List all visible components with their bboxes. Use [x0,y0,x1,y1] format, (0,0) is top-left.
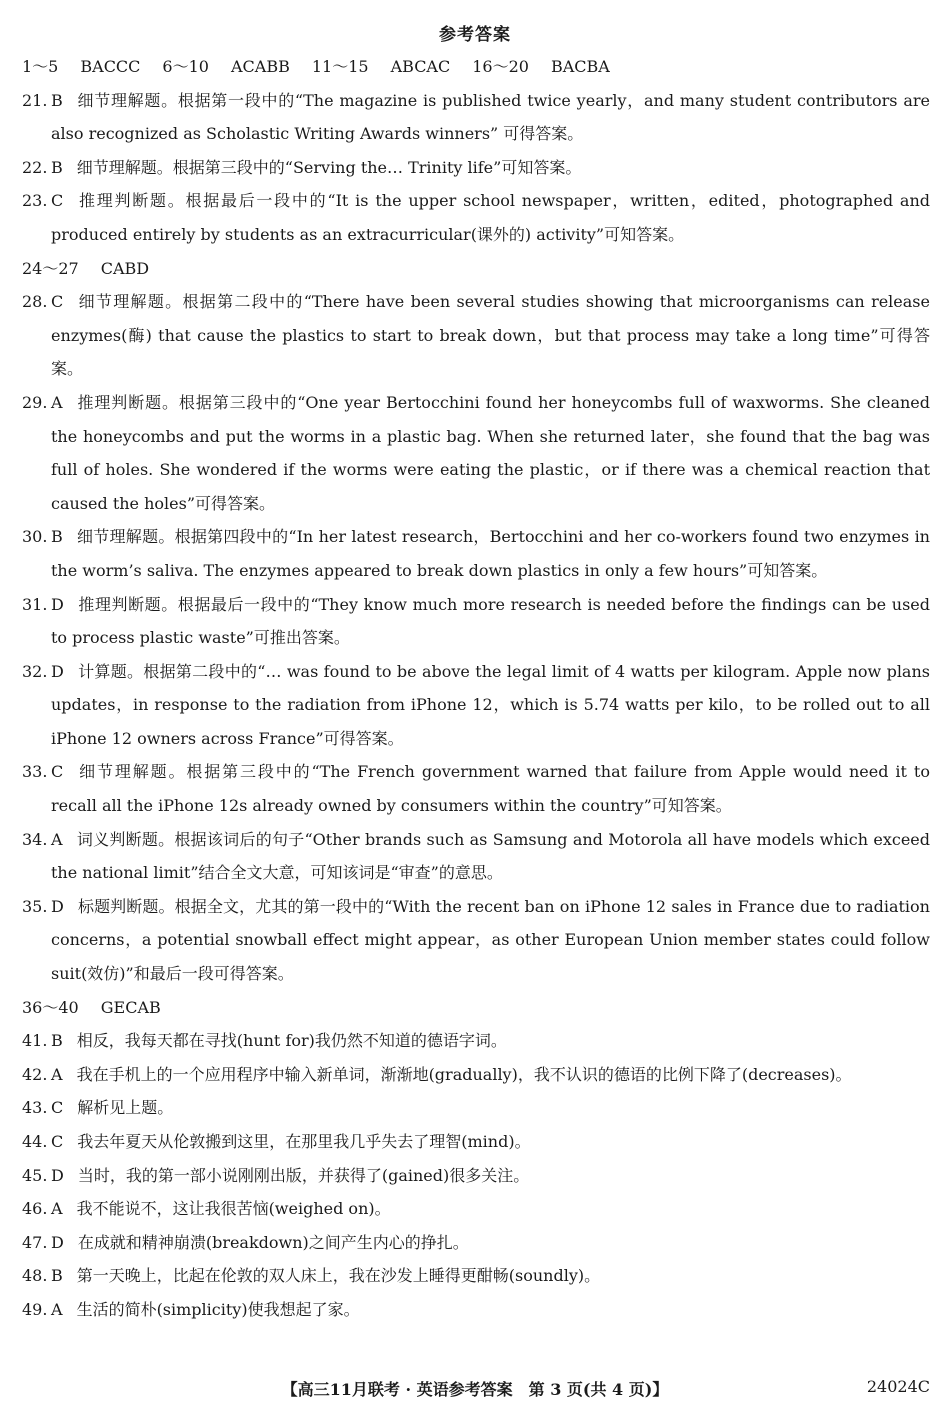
answer-letter: D [51,594,64,614]
range-answers: CABD [100,258,150,278]
question-number: 23. [22,191,48,211]
explanation-text: 推理判断题。根据最后一段中的“It is the upper school newspaper，written，edited，photographed and produced entirely by students as an extracurricular(课外的) activity”可知答案。 [51,191,930,244]
answer-list [22,50,930,1327]
question-number: 45. [22,1165,48,1185]
answer-entry [22,1091,930,1125]
explanation-text: 当时，我的第一部小说刚刚出版，并获得了(gained)很多关注。 [77,1165,530,1185]
answer-entry [22,84,930,151]
explanation-text: 计算题。根据第二段中的“… was found to be above the legal limit of 4 watts per kilogram. Apple now plans updates，in response to the radiation from iPhone 12，which is 5.74 watts per kilo，to be rolled out to all iPhone 12 owners across France”可得答案。 [51,661,930,748]
explanation-text: 在成就和精神崩溃(breakdown)之间产生内心的挣扎。 [77,1232,469,1252]
explanation-text: 细节理解题。根据第二段中的“There have been several studies showing that microorganisms can release enzymes(酶) that cause the plastics to start to break down，but that process may take a long time”可得答案。 [51,292,930,379]
range-answers: GECAB [100,997,161,1017]
explanation-text: 词义判断题。根据该词后的句子“Other brands such as Samsung and Motorola all have models which exceed the national limit”结合全文大意，可知该词是“审查”的意思。 [51,829,930,883]
answer-entry [22,184,930,251]
explanation-text: 第一天晚上，比起在伦敦的双人床上，我在沙发上睡得更酣畅(soundly)。 [76,1266,601,1286]
answer-entry [22,520,930,587]
explanation-text: 推理判断题。根据第三段中的“One year Bertocchini found her honeycombs full of waxworms. She cleaned the honeycombs and put the worms in a plastic bag. When she returned later，she found that the bag was full of holes. She wondered if the worms were eating the plastic，or if there was a chemical reaction that caused the holes”可得答案。 [51,392,930,513]
question-number: 28. [22,292,48,312]
answer-entry [22,285,930,386]
answer-letter: C [51,1098,64,1118]
question-number: 41. [22,1031,48,1051]
answer-letter: C [51,1132,64,1151]
answer-entry [22,1192,930,1226]
page-title: 参考答案 [439,25,511,45]
answer-entry [22,1259,930,1293]
answer-letter: B [51,90,63,110]
answer-letter: B [51,527,63,547]
question-number: 49. [22,1299,48,1319]
answer-entries [22,84,930,1327]
question-number: 46. [22,1199,48,1219]
explanation-text: 相反，我每天都在寻找(hunt for)我仍然不知道的德语字词。 [76,1031,507,1051]
answer-letter: D [51,896,64,916]
answer-entry [22,991,930,1025]
range-answers: BACCC [80,57,141,76]
answer-entry [22,151,930,185]
range-answers: ABCAC [390,57,451,76]
answer-letter: B [51,1266,63,1286]
answer-entry [22,890,930,991]
answer-entry [22,1024,930,1058]
question-number: 43. [22,1098,48,1118]
question-number: 35. [22,896,48,916]
range-label: 6～10 [162,57,209,76]
question-number: 33. [22,762,48,782]
explanation-text: 生活的简朴(simplicity)使我想起了家。 [76,1299,360,1319]
range-label: 1～5 [22,57,59,76]
explanation-text: 推理判断题。根据最后一段中的“They know much more research is needed before the findings can be used to process plastic waste”可推出答案。 [51,594,930,648]
explanation-text: 我不能说不，这让我很苦恼(weighed on)。 [76,1199,391,1219]
explanation-text: 细节理解题。根据第一段中的“The magazine is published twice yearly，and many student contributors are also recognized as Scholastic Writing Awards winners” 可得答案。 [51,90,930,144]
answer-entry [22,755,930,822]
explanation-text: 细节理解题。根据第三段中的“The French government warned that failure from Apple would need it to recall all the iPhone 12s already owned by consumers within the country”可知答案。 [51,762,930,816]
explanation-text: 解析见上题。 [77,1098,174,1118]
question-number: 21. [22,90,48,110]
document-code: 24024C [866,1377,930,1396]
range-label: 16～20 [472,57,529,76]
answer-entry [22,1125,930,1159]
range-label: 24～27 [22,258,79,278]
footer-label: 【高三11月联考 · 英语参考答案 第 3 页(共 4 页)】 [281,1380,669,1399]
question-number: 44. [22,1132,48,1151]
explanation-text: 细节理解题。根据第四段中的“In her latest research，Bertocchini and her co-workers found two enzymes in the worm’s saliva. The enzymes appeared to break down plastics in only a few hours”可知答案。 [51,527,930,580]
answer-entry [22,655,930,756]
answer-entry [22,823,930,890]
answer-letter: C [51,191,64,211]
question-number: 30. [22,527,48,547]
question-number: 32. [22,661,48,681]
answer-letter: D [51,661,64,681]
range-answers: ACABB [230,57,290,76]
answer-letter: A [51,392,63,412]
range-label: 11～15 [311,57,369,76]
question-number: 47. [22,1232,48,1252]
answer-letter: A [51,829,63,849]
answer-entry [22,1159,930,1193]
answer-letter: D [51,1165,64,1185]
range-label: 36～40 [22,997,79,1017]
range-answers: BACBA [550,57,610,76]
question-number: 48. [22,1266,48,1286]
answer-letter: A [51,1299,63,1319]
answer-entry [22,1293,930,1327]
explanation-text: 标题判断题。根据全文，尤其的第一段中的“With the recent ban on iPhone 12 sales in France due to radiation concerns，a potential snowball effect might appear，as other European Union member states could follow suit(效仿)”和最后一段可得答案。 [51,896,930,984]
answer-entry [22,252,930,286]
answer-entry [22,1226,930,1260]
question-number: 22. [22,157,48,177]
explanation-text: 我在手机上的一个应用程序中输入新单词，渐渐地(gradually)，我不认识的德语的比例下降了(decreases)。 [76,1064,852,1084]
explanation-text: 细节理解题。根据第三段中的“Serving the… Trinity life”可知答案。 [76,157,582,177]
answer-row-1-20 [22,50,930,84]
answer-letter: A [51,1199,63,1219]
explanation-text: 我去年夏天从伦敦搬到这里，在那里我几乎失去了理智(mind)。 [77,1132,531,1151]
answer-letter: C [51,292,64,312]
answer-entry [22,1058,930,1092]
answer-entry [22,588,930,655]
answer-letter: A [51,1064,63,1084]
answer-letter: B [51,157,63,177]
answer-letter: D [51,1232,64,1252]
answer-entry [22,386,930,520]
question-number: 31. [22,594,48,614]
question-number: 29. [22,392,48,412]
answer-letter: C [51,762,64,782]
question-number: 42. [22,1064,48,1084]
answer-letter: B [51,1031,63,1051]
question-number: 34. [22,829,48,849]
page-footer [0,1373,950,1407]
